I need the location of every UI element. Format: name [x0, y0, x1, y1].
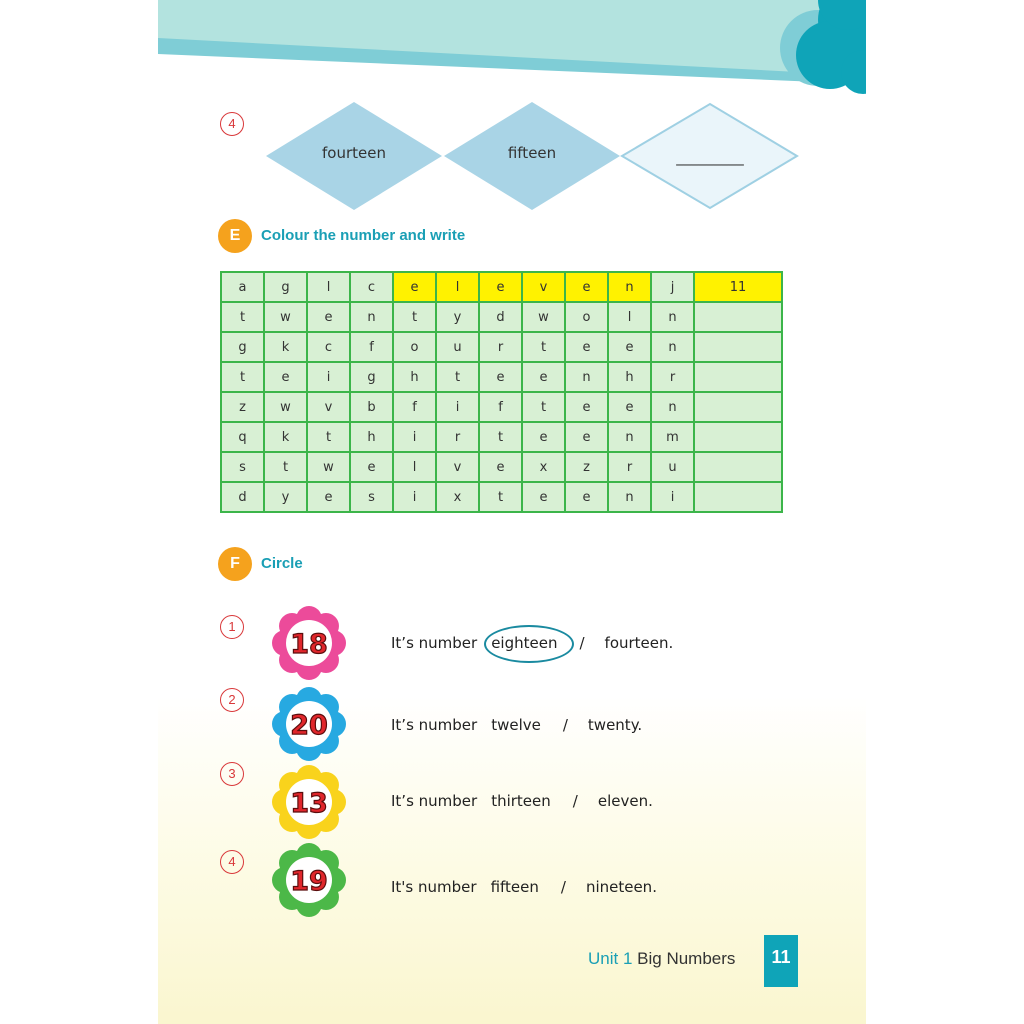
grid-letter-cell[interactable]: j: [651, 272, 694, 302]
grid-letter-cell[interactable]: e: [522, 362, 565, 392]
footer-unit-label: [588, 949, 735, 969]
grid-answer-cell[interactable]: [694, 422, 782, 452]
diamond-fourteen: fourteen: [322, 144, 386, 162]
diamond-blank-answer[interactable]: _________: [676, 148, 744, 166]
item-number-circle: 3: [220, 762, 244, 786]
grid-letter-cell[interactable]: e: [479, 452, 522, 482]
option-separator: /: [562, 716, 568, 734]
grid-letter-cell[interactable]: u: [436, 332, 479, 362]
grid-letter-cell[interactable]: x: [436, 482, 479, 512]
grid-letter-cell[interactable]: m: [651, 422, 694, 452]
item-number-circle: 1: [220, 615, 244, 639]
grid-letter-cell[interactable]: n: [565, 362, 608, 392]
grid-letter-cell[interactable]: r: [479, 332, 522, 362]
grid-letter-cell[interactable]: e: [479, 362, 522, 392]
grid-letter-cell[interactable]: h: [393, 362, 436, 392]
grid-letter-cell[interactable]: h: [350, 422, 393, 452]
section-f-title: Circle: [261, 555, 303, 572]
number-flower: [271, 605, 347, 681]
grid-letter-cell[interactable]: g: [221, 332, 264, 362]
grid-letter-cell[interactable]: e: [264, 362, 307, 392]
grid-letter-cell[interactable]: r: [651, 362, 694, 392]
grid-letter-cell[interactable]: w: [522, 302, 565, 332]
grid-letter-cell[interactable]: n: [651, 302, 694, 332]
answer-option-1[interactable]: twelve: [491, 716, 541, 734]
grid-letter-cell[interactable]: n: [350, 302, 393, 332]
answer-option-2[interactable]: twenty.: [587, 716, 643, 734]
page-number: 11: [764, 935, 798, 987]
grid-letter-cell[interactable]: t: [393, 302, 436, 332]
answer-circle-mark: [484, 625, 574, 663]
diamond-fifteen: fifteen: [507, 144, 557, 162]
grid-letter-cell[interactable]: e: [608, 332, 651, 362]
grid-letter-cell[interactable]: f: [479, 392, 522, 422]
grid-letter-cell[interactable]: t: [479, 422, 522, 452]
grid-answer-cell[interactable]: [694, 302, 782, 332]
sentence-lead: It's number: [391, 878, 477, 896]
grid-letter-cell[interactable]: i: [651, 482, 694, 512]
grid-answer-cell[interactable]: [694, 332, 782, 362]
grid-letter-cell[interactable]: e: [565, 272, 608, 302]
grid-letter-cell[interactable]: f: [393, 392, 436, 422]
number-flower: [271, 764, 347, 840]
grid-answer-cell[interactable]: [694, 452, 782, 482]
grid-letter-cell[interactable]: e: [565, 422, 608, 452]
grid-answer-cell[interactable]: [694, 392, 782, 422]
grid-row: [221, 272, 782, 302]
grid-letter-cell[interactable]: n: [651, 332, 694, 362]
top-banner: [158, 0, 866, 100]
grid-letter-cell[interactable]: e: [307, 482, 350, 512]
grid-letter-cell[interactable]: n: [608, 482, 651, 512]
grid-row: [221, 482, 782, 512]
grid-letter-cell[interactable]: r: [436, 422, 479, 452]
grid-letter-cell[interactable]: n: [608, 272, 651, 302]
option-separator: /: [572, 792, 578, 810]
grid-row: [221, 302, 782, 332]
grid-letter-cell[interactable]: y: [436, 302, 479, 332]
grid-letter-cell[interactable]: l: [393, 452, 436, 482]
sentence-lead: It’s number: [391, 634, 478, 652]
answer-option-2[interactable]: eleven.: [597, 792, 653, 810]
flower-number: 20: [290, 710, 328, 741]
grid-letter-cell[interactable]: k: [264, 422, 307, 452]
unit-number: Unit 1: [588, 949, 633, 968]
circle-sentence: [391, 878, 657, 896]
section-f-badge: F: [218, 547, 252, 581]
section-e-badge: E: [218, 219, 252, 253]
item-number-circle: 4: [220, 850, 244, 874]
number-pattern: [266, 100, 800, 212]
grid-letter-cell[interactable]: u: [651, 452, 694, 482]
grid-letter-cell[interactable]: t: [436, 362, 479, 392]
circle-sentence: [391, 792, 653, 810]
grid-letter-cell[interactable]: t: [307, 422, 350, 452]
grid-letter-cell[interactable]: e: [307, 302, 350, 332]
grid-letter-cell[interactable]: c: [350, 272, 393, 302]
grid-letter-cell[interactable]: e: [522, 482, 565, 512]
unit-title: Big Numbers: [637, 949, 736, 968]
flower-icon: [271, 842, 347, 918]
grid-letter-cell[interactable]: e: [393, 272, 436, 302]
grid-row: [221, 392, 782, 422]
grid-letter-cell[interactable]: e: [565, 482, 608, 512]
grid-letter-cell[interactable]: e: [350, 452, 393, 482]
grid-letter-cell[interactable]: z: [565, 452, 608, 482]
grid-answer-cell[interactable]: [694, 362, 782, 392]
item-number-circle: 2: [220, 688, 244, 712]
grid-letter-cell[interactable]: e: [565, 392, 608, 422]
grid-letter-cell[interactable]: s: [350, 482, 393, 512]
flower-icon: [271, 605, 347, 681]
grid-letter-cell[interactable]: i: [393, 422, 436, 452]
grid-letter-cell[interactable]: l: [307, 272, 350, 302]
sentence-lead: It’s number: [391, 792, 478, 810]
answer-option-2[interactable]: nineteen.: [585, 878, 657, 896]
grid-letter-cell[interactable]: v: [522, 272, 565, 302]
answer-option-1[interactable]: eighteen: [491, 634, 558, 652]
grid-letter-cell[interactable]: e: [522, 422, 565, 452]
sentence-lead: It’s number: [391, 716, 478, 734]
grid-letter-cell[interactable]: n: [608, 422, 651, 452]
grid-letter-cell[interactable]: z: [221, 392, 264, 422]
grid-letter-cell[interactable]: l: [436, 272, 479, 302]
item-number-circle: 4: [220, 112, 244, 136]
grid-letter-cell[interactable]: n: [651, 392, 694, 422]
grid-letter-cell[interactable]: y: [264, 482, 307, 512]
grid-letter-cell[interactable]: d: [479, 302, 522, 332]
answer-option-2[interactable]: fourteen.: [604, 634, 674, 652]
grid-letter-cell[interactable]: e: [608, 392, 651, 422]
grid-letter-cell[interactable]: w: [264, 392, 307, 422]
grid-letter-cell[interactable]: t: [522, 392, 565, 422]
grid-row: [221, 452, 782, 482]
grid-letter-cell[interactable]: s: [221, 452, 264, 482]
grid-letter-cell[interactable]: a: [221, 272, 264, 302]
grid-letter-cell[interactable]: k: [264, 332, 307, 362]
grid-letter-cell[interactable]: t: [264, 452, 307, 482]
answer-option-1[interactable]: thirteen: [491, 792, 551, 810]
grid-letter-cell[interactable]: t: [479, 482, 522, 512]
grid-letter-cell[interactable]: l: [608, 302, 651, 332]
grid-row: [221, 362, 782, 392]
flower-number: 18: [290, 629, 328, 660]
grid-letter-cell[interactable]: x: [522, 452, 565, 482]
flower-icon: [271, 764, 347, 840]
flower-number: 19: [290, 866, 328, 897]
grid-letter-cell[interactable]: v: [307, 392, 350, 422]
grid-answer-cell[interactable]: 11: [694, 272, 782, 302]
grid-letter-cell[interactable]: i: [436, 392, 479, 422]
grid-letter-cell[interactable]: o: [565, 302, 608, 332]
grid-letter-cell[interactable]: v: [436, 452, 479, 482]
grid-letter-cell[interactable]: w: [264, 302, 307, 332]
grid-letter-cell[interactable]: e: [479, 272, 522, 302]
flower-number: 13: [290, 788, 328, 819]
grid-row: [221, 422, 782, 452]
grid-letter-cell[interactable]: d: [221, 482, 264, 512]
grid-letter-cell[interactable]: g: [264, 272, 307, 302]
circle-sentence: [391, 716, 642, 734]
grid-letter-cell[interactable]: i: [393, 482, 436, 512]
flower-icon: [271, 686, 347, 762]
grid-answer-cell[interactable]: [694, 482, 782, 512]
option-separator: /: [579, 634, 585, 652]
grid-letter-cell[interactable]: o: [393, 332, 436, 362]
grid-letter-cell[interactable]: f: [350, 332, 393, 362]
option-separator: /: [560, 878, 566, 896]
grid-letter-cell[interactable]: t: [221, 302, 264, 332]
workbook-page: [158, 0, 866, 1024]
answer-option-1[interactable]: fifteen: [490, 878, 539, 896]
grid-letter-cell[interactable]: b: [350, 392, 393, 422]
number-flower: [271, 842, 347, 918]
grid-letter-cell[interactable]: c: [307, 332, 350, 362]
number-flower: [271, 686, 347, 762]
grid-letter-cell[interactable]: e: [565, 332, 608, 362]
word-search-grid: [220, 271, 783, 513]
grid-letter-cell[interactable]: r: [608, 452, 651, 482]
grid-letter-cell[interactable]: g: [350, 362, 393, 392]
grid-row: [221, 332, 782, 362]
grid-letter-cell[interactable]: t: [221, 362, 264, 392]
grid-letter-cell[interactable]: q: [221, 422, 264, 452]
grid-letter-cell[interactable]: h: [608, 362, 651, 392]
grid-letter-cell[interactable]: i: [307, 362, 350, 392]
grid-letter-cell[interactable]: t: [522, 332, 565, 362]
section-e-title: Colour the number and write: [261, 227, 466, 244]
grid-letter-cell[interactable]: w: [307, 452, 350, 482]
